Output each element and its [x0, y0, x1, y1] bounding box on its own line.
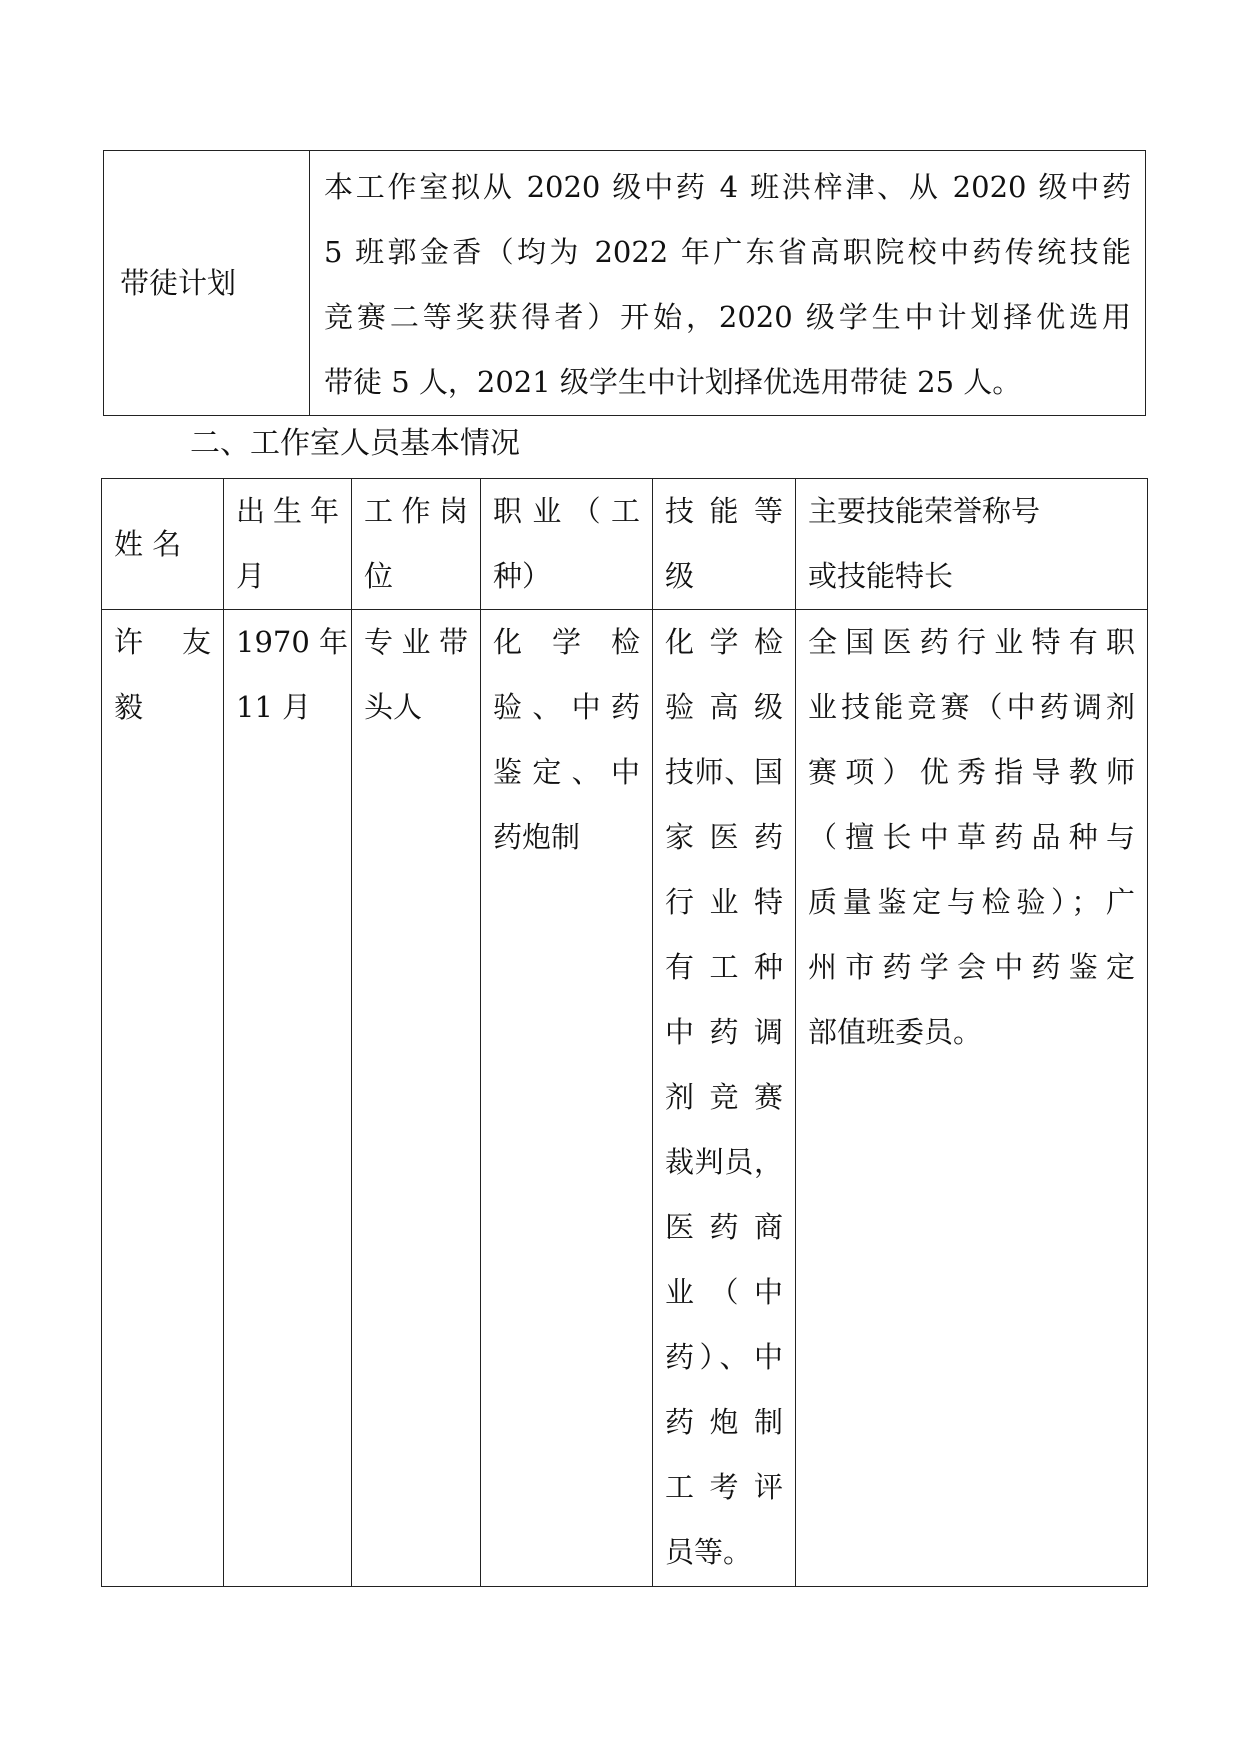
header-line: 出生年 — [236, 494, 339, 528]
cell-line: 工考评 — [665, 1470, 783, 1504]
cell-birth — [224, 610, 352, 1587]
cell-line: 有工种 — [665, 950, 783, 984]
cell-line: 行业特 — [665, 885, 783, 919]
header-line: 位 — [364, 559, 394, 593]
cell-line: 验、中药 — [493, 690, 640, 724]
cell-line: 药炮制 — [493, 820, 581, 854]
cell-line: 化学检 — [493, 625, 640, 659]
cell-line: 验高级 — [665, 690, 783, 724]
cell-line: 部值班委员。 — [808, 1015, 983, 1049]
header-cell-skill-level — [653, 479, 796, 610]
header-line: 级 — [665, 559, 695, 593]
cell-line: 剂竞赛 — [665, 1080, 783, 1114]
cell-line: 技师、国 — [665, 755, 783, 789]
cell-line: （擅长中草药品种与 — [808, 820, 1135, 854]
cell-skill-level — [653, 610, 796, 1587]
cell-line: 赛项）优秀指导教师 — [808, 755, 1135, 789]
table-header-row — [102, 479, 1148, 610]
header-line: 主要技能荣誉称号 — [808, 494, 1041, 528]
header-line: 种） — [493, 559, 552, 593]
header-cell-honors — [796, 479, 1148, 610]
cell-line: 业（中 — [665, 1275, 783, 1309]
apprentice-plan-table — [103, 150, 1146, 416]
header-cell-birth — [224, 479, 352, 610]
cell-line: 员等。 — [665, 1535, 753, 1569]
cell-line: 药）、中 — [665, 1340, 783, 1374]
cell-line: 质量鉴定与检验）；广 — [808, 885, 1135, 919]
header-line: 工作岗 — [364, 494, 468, 528]
cell-line: 业技能竞赛（中药调剂 — [808, 690, 1135, 724]
header-line: 姓 名 — [114, 526, 182, 561]
cell-occupation — [481, 610, 653, 1587]
header-line: 或技能特长 — [808, 559, 954, 593]
header-cell-position — [352, 479, 481, 610]
cell-line: 1970 年 — [236, 625, 349, 659]
plan-label: 带徒计划 — [120, 265, 237, 300]
section-heading: 二、工作室人员基本情况 — [190, 426, 520, 461]
header-line: 职业（工 — [493, 494, 640, 528]
cell-line: 裁判员， — [665, 1145, 783, 1179]
cell-line: 毅 — [114, 690, 144, 724]
plan-content-cell — [310, 151, 1146, 416]
header-line: 月 — [236, 559, 266, 593]
cell-line: 11 月 — [236, 690, 312, 724]
header-cell-name — [102, 479, 224, 610]
cell-line: 头人 — [364, 690, 423, 724]
header-cell-occupation — [481, 479, 653, 610]
cell-line: 州市药学会中药鉴定 — [808, 950, 1135, 984]
plan-line: 5 班郭金香（均为 2022 年广东省高职院校中药传统技能 — [324, 235, 1131, 269]
cell-line: 许 友 — [114, 625, 211, 659]
cell-line: 中药调 — [665, 1015, 783, 1049]
cell-line: 药炮制 — [665, 1405, 783, 1439]
cell-line: 专业带 — [364, 625, 468, 659]
cell-line: 医药商 — [665, 1210, 783, 1244]
plan-line: 竞赛二等奖获得者）开始，2020 级学生中计划择优选用 — [324, 300, 1131, 334]
plan-label-cell — [104, 151, 310, 416]
cell-honors — [796, 610, 1148, 1587]
header-line: 技能等 — [665, 494, 783, 528]
cell-line: 鉴定、中 — [493, 755, 640, 789]
staff-info-table — [101, 478, 1148, 1587]
cell-line: 化学检 — [665, 625, 783, 659]
table-row — [102, 610, 1148, 1587]
cell-name — [102, 610, 224, 1587]
plan-line: 本工作室拟从 2020 级中药 4 班洪梓津、从 2020 级中药 — [324, 170, 1131, 204]
plan-line: 带徒 5 人，2021 级学生中计划择优选用带徒 25 人。 — [324, 365, 1022, 399]
cell-position — [352, 610, 481, 1587]
cell-line: 家医药 — [665, 820, 783, 854]
cell-line: 全国医药行业特有职 — [808, 625, 1135, 659]
